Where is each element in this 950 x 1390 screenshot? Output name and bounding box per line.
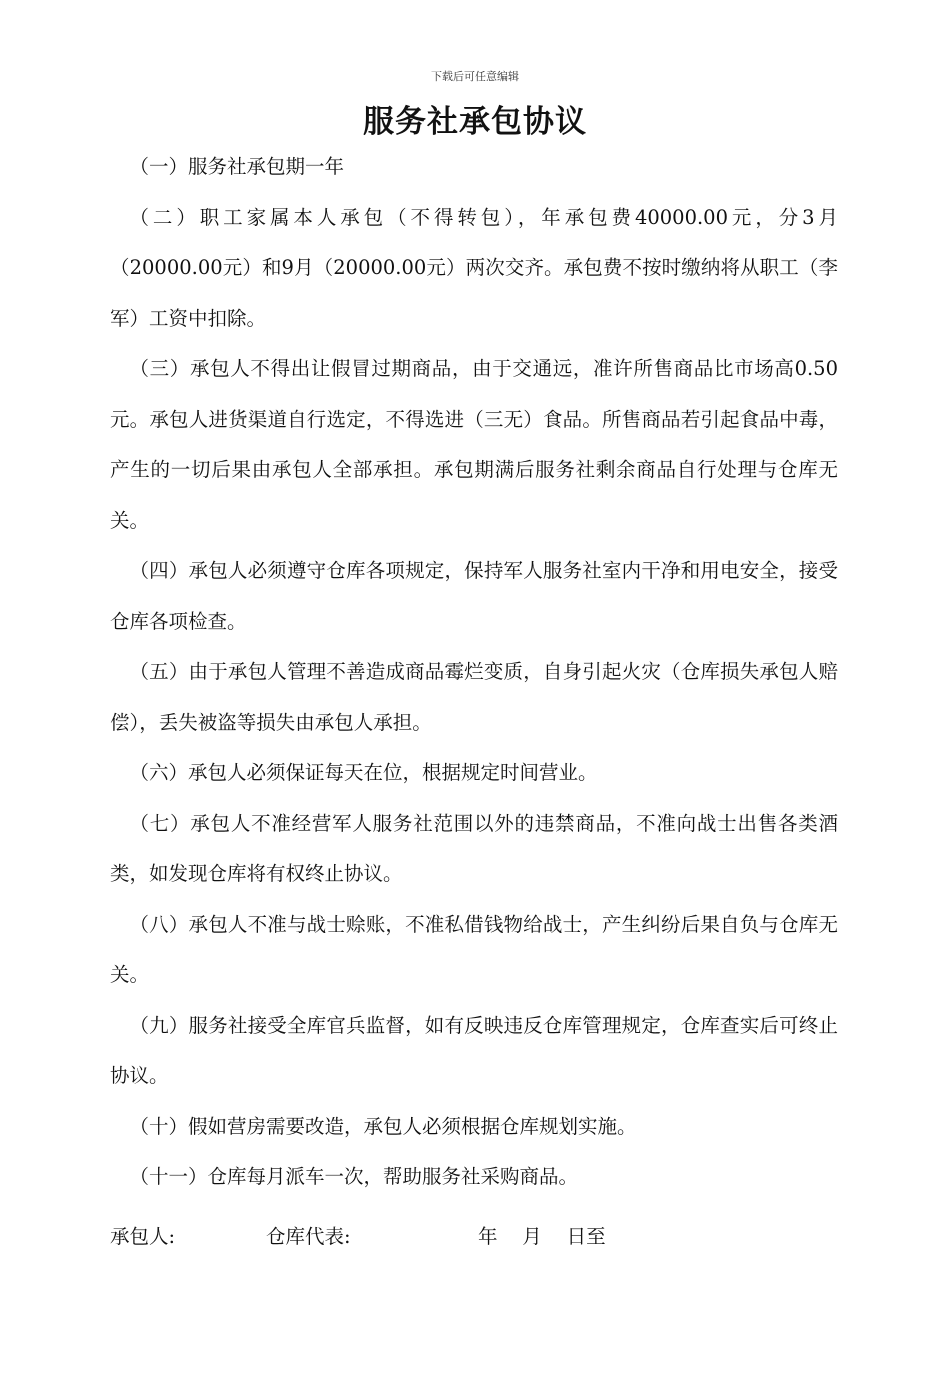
- clause-10: （十）假如营房需要改造，承包人必须根据仓库规划实施。: [129, 1114, 637, 1138]
- clause-1: （一）服务社承包期一年: [129, 155, 345, 178]
- clause-8: （八）承包人不准与战士赊账，不准私借钱物给战士，产生纠纷后果自负与仓库无关。: [110, 912, 838, 986]
- agreement-body: [110, 142, 838, 1203]
- clause-7: （七）承包人不准经营军人服务社范围以外的违禁商品，不准向战士出售各类酒类，如发现仓库将有权终止协议。: [110, 811, 838, 885]
- warehouse-representative-label: 仓库代表:: [266, 1225, 351, 1248]
- clause-5: （五）由于承包人管理不善造成商品霉烂变质，自身引起火灾（仓库损失承包人赔偿），丢失被盗等损失由承包人承担。: [110, 660, 838, 734]
- clause-2: （二）职工家属本人承包（不得转包），年承包费40000.00元，分3月（20000.00元）和9月（20000.00元）两次交齐。承包费不按时缴纳将从职工（李军）工资中扣除。: [110, 205, 838, 330]
- date-label: 年 月 日至: [478, 1225, 606, 1248]
- clause-3: （三）承包人不得出让假冒过期商品，由于交通远，准许所售商品比市场高0.50元。承包人进货渠道自行选定，不得选进（三无）食品。所售商品若引起食品中毒，产生的一切后果由承包人全部承担。承包期满后服务社剩余商品自行处理与仓库无关。: [110, 357, 838, 532]
- clause-6: （六）承包人必须保证每天在位，根据规定时间营业。: [129, 761, 598, 784]
- header-note: 下载后可任意编辑: [431, 70, 519, 83]
- clause-11: （十一）仓库每月派车一次，帮助服务社采购商品。: [129, 1165, 579, 1188]
- signature-line: [110, 1220, 838, 1390]
- clause-9: （九）服务社接受全库官兵监督，如有反映违反仓库管理规定，仓库查实后可终止协议。: [110, 1013, 838, 1087]
- contractor-label: 承包人:: [110, 1225, 176, 1248]
- document-title: 服务社承包协议: [363, 104, 587, 140]
- clause-4: （四）承包人必须遵守仓库各项规定，保持军人服务社室内干净和用电安全，接受仓库各项检查。: [110, 559, 838, 633]
